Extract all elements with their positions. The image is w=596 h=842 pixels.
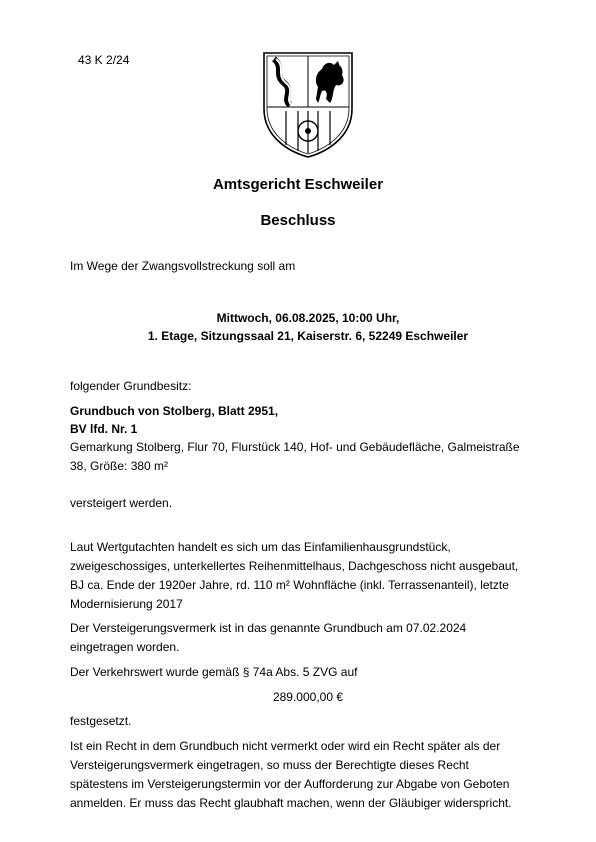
appraisal-line: BJ ca. Ende der 1920er Jahre, rd. 110 m² Wohnfläche (inkl. Terrassenanteil), letzte — [70, 578, 509, 592]
auctioned-text: versteigert werden. — [70, 496, 173, 510]
notice-line: Versteigerungsvermerk eingetragen, so muss der Berechtigte dieses Recht — [70, 758, 469, 772]
court-name: Amtsgericht Eschweiler — [212, 176, 384, 193]
coat-of-arms-nrw-seal — [258, 47, 358, 159]
appointment-date-time: Mittwoch, 06.08.2025, 10:00 Uhr, — [216, 311, 400, 325]
appointment-location: 1. Etage, Sitzungssaal 21, Kaiserstr. 6, 52249 Eschweiler — [147, 329, 469, 343]
property-lead: folgender Grundbesitz: — [70, 379, 192, 393]
property-description-line: Gemarkung Stolberg, Flur 70, Flurstück 140, Hof- und Gebäudefläche, Galmeistraße — [70, 440, 520, 454]
registration-line: eingetragen worden. — [70, 640, 180, 654]
notice-line: spätestens im Versteigerungstermin vor der Aufforderung zur Abgabe von Geboten — [70, 777, 510, 791]
market-value-tail: festgesetzt. — [70, 714, 132, 728]
notice-line: Ist ein Recht in dem Grundbuch nicht vermerkt oder wird ein Recht später als der — [70, 739, 501, 753]
market-value-lead: Der Verkehrswert wurde gemäß § 74a Abs. 5 ZVG auf — [70, 665, 358, 679]
document-type: Beschluss — [260, 212, 336, 229]
market-value-amount: 289.000,00 € — [272, 690, 344, 704]
notice-line: anmelden. Er muss das Recht glaubhaft machen, wenn der Gläubiger widerspricht. — [70, 796, 512, 810]
register-entry: BV lfd. Nr. 1 — [70, 422, 138, 436]
file-reference: 43 K 2/24 — [78, 53, 130, 67]
land-register: Grundbuch von Stolberg, Blatt 2951, — [70, 404, 279, 418]
appraisal-line: Laut Wertgutachten handelt es sich um das Einfamilienhausgrundstück, — [70, 540, 451, 554]
appraisal-line: zweigeschossiges, unterkellertes Reihenmittelhaus, Dachgeschoss nicht ausgebaut, — [70, 559, 519, 573]
property-description-line: 38, Größe: 380 m² — [70, 459, 169, 473]
appraisal-line: Modernisierung 2017 — [70, 597, 183, 611]
intro-text: Im Wege der Zwangsvollstreckung soll am — [70, 259, 296, 273]
registration-line: Der Versteigerungsvermerk ist in das genannte Grundbuch am 07.02.2024 — [70, 621, 467, 635]
